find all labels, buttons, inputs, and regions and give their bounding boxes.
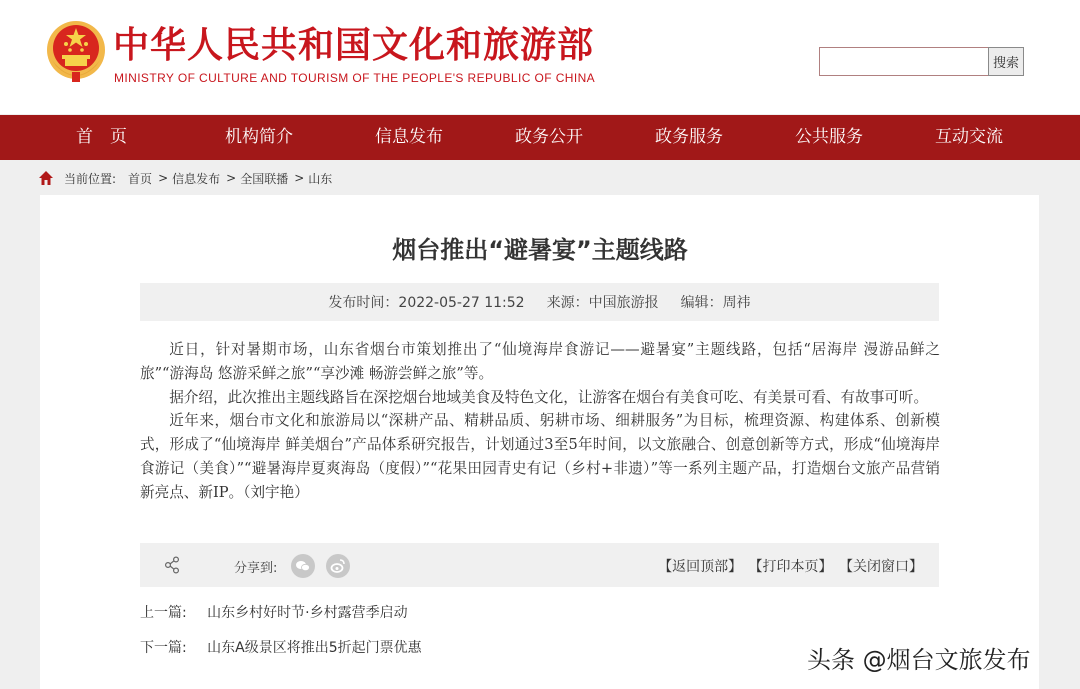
nav-item-about[interactable]: 机构简介 [225, 127, 293, 147]
article-paragraph: 近日，针对暑期市场，山东省烟台市策划推出了“仙境海岸食游记——避暑宴”主题线路，包括“居海岸 漫游品鲜之旅”“游海岛 悠游采鲜之旅”“享沙滩 畅游尝鲜之旅”等。 [140, 341, 940, 382]
search-input[interactable] [819, 47, 988, 76]
publish-time: 发布时间：2022-05-27 11:52 [328, 295, 525, 311]
article-title: 烟台推出“避暑宴”主题线路 [392, 236, 688, 264]
wechat-icon [291, 554, 315, 578]
nav-item-interaction[interactable]: 互动交流 [935, 127, 1003, 147]
breadcrumb-item-national[interactable]: 全国联播 [240, 171, 289, 186]
ministry-name-cn: 中华人民共和国文化和旅游部 [113, 25, 595, 66]
prev-article-link[interactable]: 山东乡村好时节·乡村露营季启动 [207, 605, 408, 621]
article-paragraph: 近年来，烟台市文化和旅游局以“深耕产品、精耕品质、躬耕市场、细耕服务”为目标，梳理资源、构建体系、创新模式，形成了“仙境海岸 鲜美烟台”产品体系研究报告，计划通过3至5年时间，以文旅融合、创意创新等方式，形成“仙境海岸食游记（美食）”“避暑海岸夏爽海岛（度假）”“花果田园青史有记（乡村+非遗）”等一系列主题产品，打造烟台文旅产品营销新亮点、新IP。（刘宇艳） [140, 412, 940, 501]
back-to-top-link[interactable]: 【返回顶部】 [658, 559, 743, 575]
weibo-icon [326, 554, 350, 578]
share-label: 分享到: [234, 561, 278, 576]
breadcrumb-item-shandong[interactable]: 山东 [308, 171, 333, 186]
share-bar [140, 543, 939, 587]
print-page-link[interactable]: 【打印本页】 [748, 559, 833, 575]
prev-label: 上一篇: [140, 605, 187, 621]
next-article [140, 637, 422, 657]
next-article-link[interactable]: 山东A级景区将推出5折起门票优惠 [207, 640, 422, 656]
search-button[interactable]: 搜索 [988, 47, 1024, 76]
search-box [819, 47, 1024, 76]
breadcrumb-separator: > [226, 171, 237, 185]
ministry-name-en: MINISTRY OF CULTURE AND TOURISM OF THE PEOPLE'S REPUBLIC OF CHINA [114, 71, 596, 85]
breadcrumb-prefix: 当前位置: [64, 171, 117, 186]
home-icon [38, 170, 54, 186]
article-paragraph: 据介绍，此次推出主题线路旨在深挖烟台地域美食及特色文化，让游客在烟台有美食可吃、有美景可看、有故事可听。 [169, 388, 929, 406]
breadcrumb-item-home[interactable]: 首页 [128, 171, 153, 186]
share-weibo-button[interactable] [326, 554, 350, 578]
main-nav [0, 115, 1080, 160]
prev-article [140, 602, 408, 622]
article-source: 来源：中国旅游报 [546, 295, 659, 311]
breadcrumb [38, 167, 338, 189]
nav-item-gov-services[interactable]: 政务服务 [655, 127, 723, 147]
site-header [0, 0, 1080, 114]
close-window-link[interactable]: 【关闭窗口】 [839, 559, 923, 575]
article-body [140, 338, 940, 505]
watermark: 头条 @烟台文旅发布 [807, 646, 1031, 674]
page-actions [656, 556, 923, 576]
article-editor: 编辑：周祎 [680, 295, 751, 311]
nav-item-home[interactable]: 首 页 [76, 127, 127, 147]
breadcrumb-separator: > [158, 171, 169, 185]
national-emblem-icon [46, 20, 106, 84]
nav-item-news[interactable]: 信息发布 [375, 127, 443, 147]
article-meta [140, 283, 939, 321]
nav-item-gov-affairs[interactable]: 政务公开 [515, 127, 583, 147]
share-wechat-button[interactable] [291, 554, 315, 578]
breadcrumb-separator: > [294, 171, 305, 185]
share-icon[interactable] [164, 556, 180, 574]
nav-item-public-services[interactable]: 公共服务 [795, 127, 863, 147]
next-label: 下一篇: [140, 640, 187, 656]
breadcrumb-item-news[interactable]: 信息发布 [172, 171, 221, 186]
